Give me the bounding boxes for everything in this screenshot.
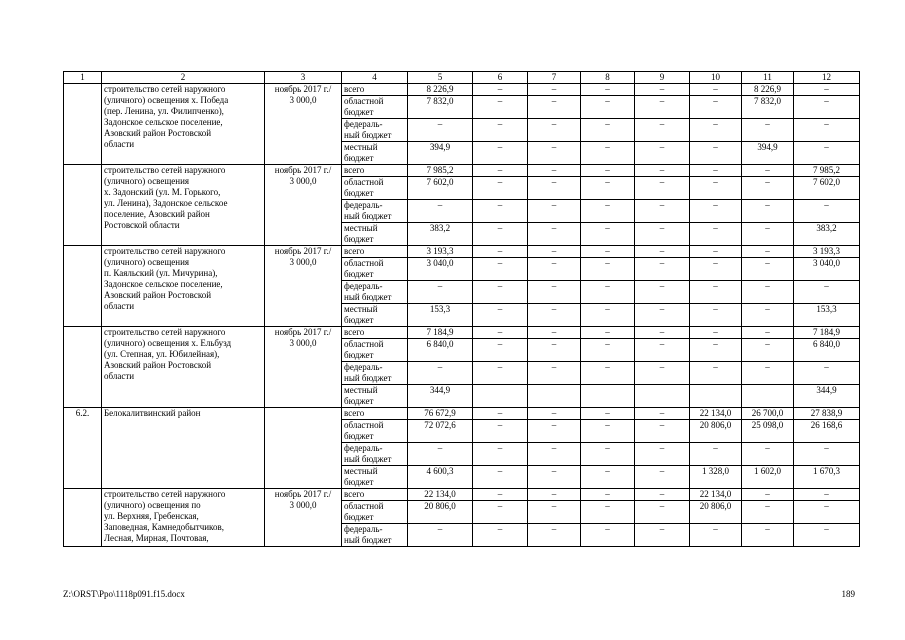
amount-cell [581, 385, 635, 408]
amount-cell: – [581, 466, 635, 489]
column-number-header: 12 [794, 72, 860, 84]
amount-cell: – [581, 223, 635, 246]
amount-cell: – [528, 408, 581, 420]
item-title: строительство сетей наружного (уличного) освещения х. Победа (пер. Ленина, ул. Филипченко), Задонское сельское поселение, Азовский район Ростовской области [102, 84, 265, 165]
item-date-capacity: ноябрь 2017 г./ 3 000,0 [265, 165, 342, 246]
funding-source-label: всего [342, 165, 408, 177]
amount-cell: – [635, 524, 690, 547]
amount-cell: – [528, 466, 581, 489]
amount-cell: – [528, 84, 581, 96]
funding-source-label: областной бюджет [342, 96, 408, 119]
amount-cell: 7 184,9 [794, 327, 860, 339]
amount-cell: – [581, 165, 635, 177]
amount-cell: – [690, 142, 742, 165]
amount-cell: – [635, 200, 690, 223]
amount-cell: – [581, 119, 635, 142]
amount-cell: – [473, 258, 528, 281]
amount-cell: – [528, 223, 581, 246]
amount-cell [473, 385, 528, 408]
column-number-header: 3 [265, 72, 342, 84]
amount-cell: – [635, 420, 690, 443]
amount-cell: 394,9 [408, 142, 473, 165]
amount-cell: – [528, 443, 581, 466]
amount-cell: – [742, 524, 794, 547]
amount-cell: – [742, 119, 794, 142]
amount-cell: 22 134,0 [690, 489, 742, 501]
amount-cell: – [581, 246, 635, 258]
amount-cell: – [528, 281, 581, 304]
amount-cell: – [473, 501, 528, 524]
amount-cell: 3 040,0 [794, 258, 860, 281]
amount-cell: – [690, 119, 742, 142]
amount-cell: – [794, 96, 860, 119]
amount-cell: – [635, 177, 690, 200]
amount-cell: – [690, 177, 742, 200]
funding-source-label: всего [342, 489, 408, 501]
amount-cell [742, 385, 794, 408]
amount-cell: – [742, 165, 794, 177]
page-number: 189 [841, 589, 855, 599]
amount-cell: – [635, 165, 690, 177]
amount-cell: – [794, 501, 860, 524]
amount-cell: 3 040,0 [408, 258, 473, 281]
amount-cell: – [528, 304, 581, 327]
amount-cell: – [473, 119, 528, 142]
amount-cell: 153,3 [794, 304, 860, 327]
amount-cell: – [473, 246, 528, 258]
column-number-header: 8 [581, 72, 635, 84]
funding-source-label: всего [342, 408, 408, 420]
funding-source-label: федераль- ный бюджет [342, 443, 408, 466]
amount-cell: – [581, 142, 635, 165]
amount-cell: – [473, 524, 528, 547]
amount-cell: – [794, 489, 860, 501]
amount-cell: – [690, 443, 742, 466]
table-row [64, 489, 860, 501]
funding-source-label: всего [342, 84, 408, 96]
amount-cell: – [635, 84, 690, 96]
amount-cell: – [690, 223, 742, 246]
item-number [64, 246, 102, 327]
amount-cell: 1 670,3 [794, 466, 860, 489]
amount-cell: – [635, 466, 690, 489]
amount-cell: – [581, 304, 635, 327]
amount-cell: – [794, 200, 860, 223]
amount-cell [528, 385, 581, 408]
column-number-header: 9 [635, 72, 690, 84]
item-title: строительство сетей наружного (уличного) освещения по ул. Верхняя, Гребенская, Заповедная, Камнедобытчиков, Лесная, Мирная, Почтовая, [102, 489, 265, 547]
amount-cell: – [690, 84, 742, 96]
amount-cell: – [635, 119, 690, 142]
amount-cell: – [473, 327, 528, 339]
column-number-header: 6 [473, 72, 528, 84]
funding-source-label: местный бюджет [342, 142, 408, 165]
amount-cell: – [473, 142, 528, 165]
amount-cell: – [581, 524, 635, 547]
amount-cell: – [635, 339, 690, 362]
amount-cell: – [528, 362, 581, 385]
amount-cell: – [581, 420, 635, 443]
column-number-header: 7 [528, 72, 581, 84]
item-number: 6.2. [64, 408, 102, 489]
table-body [64, 72, 860, 547]
funding-source-label: федераль- ный бюджет [342, 524, 408, 547]
amount-cell: 20 806,0 [408, 501, 473, 524]
header-row [64, 72, 860, 84]
amount-cell: – [581, 281, 635, 304]
amount-cell: – [581, 327, 635, 339]
amount-cell: – [528, 501, 581, 524]
budget-table [63, 71, 860, 547]
amount-cell: – [690, 281, 742, 304]
amount-cell [690, 385, 742, 408]
funding-source-label: всего [342, 327, 408, 339]
amount-cell: – [581, 96, 635, 119]
amount-cell: – [794, 362, 860, 385]
amount-cell: 20 806,0 [690, 420, 742, 443]
amount-cell: – [473, 165, 528, 177]
amount-cell: – [473, 304, 528, 327]
amount-cell: – [528, 96, 581, 119]
amount-cell: – [794, 119, 860, 142]
item-date-capacity: ноябрь 2017 г./ 3 000,0 [265, 489, 342, 547]
amount-cell: – [473, 408, 528, 420]
amount-cell: – [635, 142, 690, 165]
amount-cell: 22 134,0 [690, 408, 742, 420]
amount-cell: – [408, 443, 473, 466]
amount-cell: 8 226,9 [742, 84, 794, 96]
amount-cell: 1 328,0 [690, 466, 742, 489]
amount-cell: 7 832,0 [408, 96, 473, 119]
amount-cell: 344,9 [408, 385, 473, 408]
amount-cell: – [581, 362, 635, 385]
amount-cell: – [690, 96, 742, 119]
column-number-header: 4 [342, 72, 408, 84]
amount-cell: – [635, 327, 690, 339]
funding-source-label: областной бюджет [342, 339, 408, 362]
amount-cell: – [581, 200, 635, 223]
funding-source-label: всего [342, 246, 408, 258]
amount-cell: – [794, 524, 860, 547]
funding-source-label: местный бюджет [342, 385, 408, 408]
amount-cell: – [742, 200, 794, 223]
amount-cell: – [528, 420, 581, 443]
amount-cell: – [473, 281, 528, 304]
amount-cell: – [528, 258, 581, 281]
amount-cell: – [473, 339, 528, 362]
amount-cell: – [794, 281, 860, 304]
amount-cell: 7 985,2 [408, 165, 473, 177]
amount-cell: 76 672,9 [408, 408, 473, 420]
column-number-header: 5 [408, 72, 473, 84]
funding-source-label: федераль- ный бюджет [342, 281, 408, 304]
amount-cell: – [473, 443, 528, 466]
amount-cell: 1 602,0 [742, 466, 794, 489]
amount-cell: – [742, 327, 794, 339]
amount-cell: – [742, 339, 794, 362]
amount-cell: – [528, 339, 581, 362]
amount-cell: – [528, 327, 581, 339]
item-number [64, 327, 102, 408]
amount-cell [635, 385, 690, 408]
amount-cell: – [581, 177, 635, 200]
amount-cell: 7 985,2 [794, 165, 860, 177]
amount-cell: – [473, 466, 528, 489]
amount-cell: – [581, 408, 635, 420]
amount-cell: – [635, 501, 690, 524]
amount-cell: – [408, 281, 473, 304]
amount-cell: – [690, 258, 742, 281]
funding-source-label: областной бюджет [342, 501, 408, 524]
amount-cell: – [581, 501, 635, 524]
column-number-header: 2 [102, 72, 265, 84]
funding-source-label: местный бюджет [342, 304, 408, 327]
amount-cell: – [581, 489, 635, 501]
amount-cell: – [690, 327, 742, 339]
amount-cell: – [690, 246, 742, 258]
amount-cell: – [690, 524, 742, 547]
item-title: строительство сетей наружного (уличного) освещения х. Задонский (ул. М. Горького, ул. Ленина), Задонское сельское поселение, Азовский район Ростовской области [102, 165, 265, 246]
amount-cell: 4 600,3 [408, 466, 473, 489]
amount-cell: – [635, 281, 690, 304]
funding-source-label: областной бюджет [342, 420, 408, 443]
amount-cell: – [690, 200, 742, 223]
amount-cell: – [794, 443, 860, 466]
footer-file-path: Z:\ORST\Ppo\1118p091.f15.docx [63, 589, 185, 599]
amount-cell: – [635, 304, 690, 327]
item-title: строительство сетей наружного (уличного) освещения п. Каяльский (ул. Мичурина), Задонское сельское поселение, Азовский район Ростовской области [102, 246, 265, 327]
amount-cell: – [635, 96, 690, 119]
amount-cell: – [742, 177, 794, 200]
amount-cell: 22 134,0 [408, 489, 473, 501]
amount-cell: – [690, 339, 742, 362]
table-row [64, 246, 860, 258]
amount-cell: 7 832,0 [742, 96, 794, 119]
amount-cell: 6 840,0 [408, 339, 473, 362]
amount-cell: – [473, 84, 528, 96]
amount-cell: – [581, 339, 635, 362]
funding-source-label: федераль- ный бюджет [342, 200, 408, 223]
amount-cell: 7 184,9 [408, 327, 473, 339]
funding-source-label: местный бюджет [342, 466, 408, 489]
amount-cell: – [473, 96, 528, 119]
funding-source-label: областной бюджет [342, 177, 408, 200]
item-date-capacity: ноябрь 2017 г./ 3 000,0 [265, 84, 342, 165]
amount-cell: – [528, 142, 581, 165]
amount-cell: – [528, 177, 581, 200]
amount-cell: – [690, 165, 742, 177]
funding-source-label: местный бюджет [342, 223, 408, 246]
amount-cell: 7 602,0 [408, 177, 473, 200]
amount-cell: – [742, 501, 794, 524]
amount-cell: 27 838,9 [794, 408, 860, 420]
amount-cell: – [635, 223, 690, 246]
amount-cell: 3 193,3 [794, 246, 860, 258]
amount-cell: 383,2 [408, 223, 473, 246]
column-number-header: 10 [690, 72, 742, 84]
amount-cell: 394,9 [742, 142, 794, 165]
amount-cell: – [742, 304, 794, 327]
amount-cell: – [528, 489, 581, 501]
amount-cell: – [528, 200, 581, 223]
amount-cell: – [473, 200, 528, 223]
amount-cell: – [635, 258, 690, 281]
amount-cell: 26 700,0 [742, 408, 794, 420]
amount-cell: 25 098,0 [742, 420, 794, 443]
amount-cell: – [794, 84, 860, 96]
amount-cell: – [742, 362, 794, 385]
amount-cell: 153,3 [408, 304, 473, 327]
table-row [64, 327, 860, 339]
amount-cell: – [528, 524, 581, 547]
column-number-header: 1 [64, 72, 102, 84]
amount-cell: 383,2 [794, 223, 860, 246]
amount-cell: – [742, 258, 794, 281]
funding-source-label: федераль- ный бюджет [342, 119, 408, 142]
amount-cell: – [473, 177, 528, 200]
item-number [64, 489, 102, 547]
amount-cell: 8 226,9 [408, 84, 473, 96]
amount-cell: – [528, 246, 581, 258]
amount-cell: – [473, 223, 528, 246]
amount-cell: – [473, 362, 528, 385]
amount-cell: – [473, 489, 528, 501]
amount-cell: – [528, 119, 581, 142]
item-date-capacity: ноябрь 2017 г./ 3 000,0 [265, 246, 342, 327]
amount-cell: 72 072,6 [408, 420, 473, 443]
table-row [64, 165, 860, 177]
amount-cell: – [742, 489, 794, 501]
amount-cell: – [581, 443, 635, 466]
item-title: Белокалитвинский район [102, 408, 265, 489]
amount-cell: 3 193,3 [408, 246, 473, 258]
amount-cell: – [528, 165, 581, 177]
amount-cell: 6 840,0 [794, 339, 860, 362]
amount-cell: – [690, 362, 742, 385]
amount-cell: – [581, 258, 635, 281]
item-date-capacity: ноябрь 2017 г./ 3 000,0 [265, 327, 342, 408]
amount-cell: – [742, 281, 794, 304]
amount-cell: – [473, 420, 528, 443]
amount-cell: – [635, 408, 690, 420]
amount-cell: 20 806,0 [690, 501, 742, 524]
funding-source-label: областной бюджет [342, 258, 408, 281]
item-date-capacity [265, 408, 342, 489]
amount-cell: – [635, 489, 690, 501]
amount-cell: – [408, 524, 473, 547]
amount-cell: – [794, 142, 860, 165]
amount-cell: – [408, 362, 473, 385]
item-number [64, 165, 102, 246]
amount-cell: 26 168,6 [794, 420, 860, 443]
amount-cell: – [742, 246, 794, 258]
amount-cell: – [742, 223, 794, 246]
amount-cell: 7 602,0 [794, 177, 860, 200]
funding-source-label: федераль- ный бюджет [342, 362, 408, 385]
table-row [64, 84, 860, 96]
amount-cell: – [635, 246, 690, 258]
amount-cell: – [742, 443, 794, 466]
amount-cell: – [408, 200, 473, 223]
amount-cell: – [635, 443, 690, 466]
amount-cell: – [690, 304, 742, 327]
column-number-header: 11 [742, 72, 794, 84]
item-title: строительство сетей наружного (уличного) освещения х. Ельбузд (ул. Степная, ул. Юбилейная), Азовский район Ростовской области [102, 327, 265, 408]
item-number [64, 84, 102, 165]
amount-cell: – [408, 119, 473, 142]
table-row [64, 408, 860, 420]
amount-cell: – [635, 362, 690, 385]
amount-cell: 344,9 [794, 385, 860, 408]
amount-cell: – [581, 84, 635, 96]
